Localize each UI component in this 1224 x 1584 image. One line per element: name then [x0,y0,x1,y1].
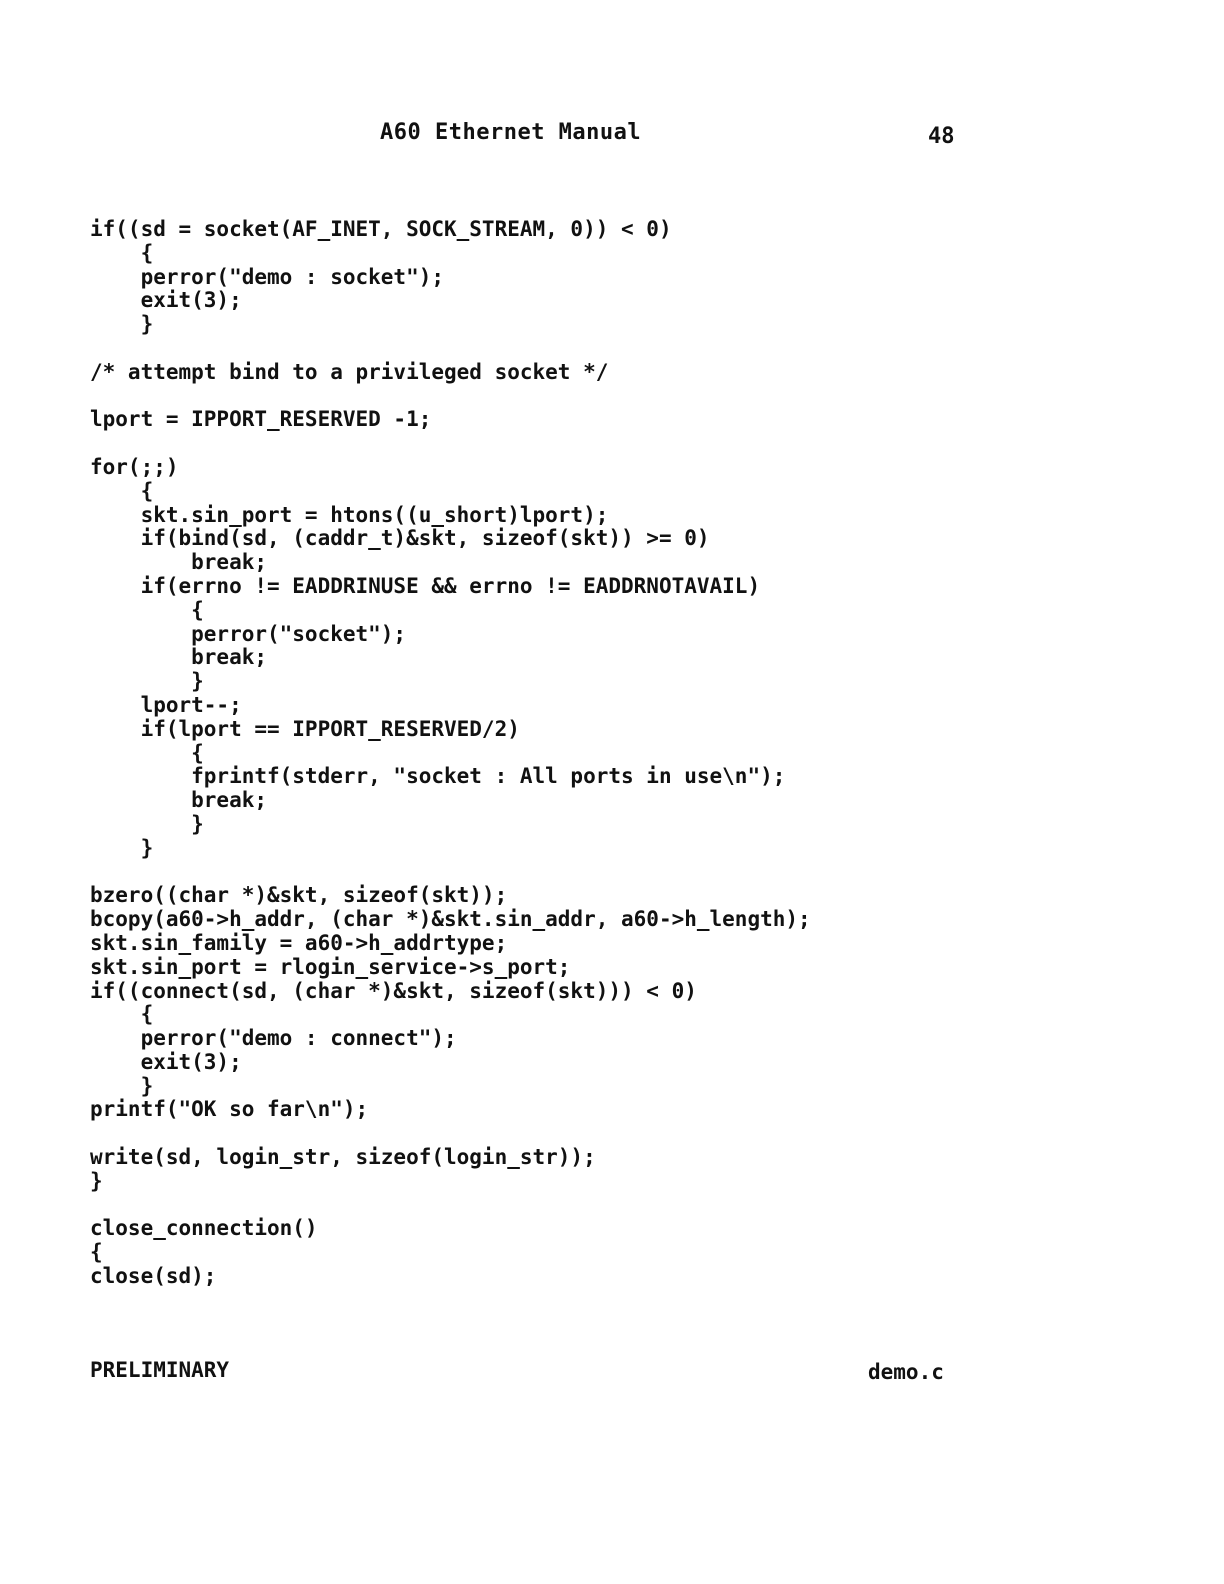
code-line: skt.sin_family = a60->h_addrtype; [90,930,508,955]
code-line: } [90,811,204,836]
code-line: skt.sin_port = rlogin_service->s_port; [90,954,571,979]
code-line: bcopy(a60->h_addr, (char *)&skt.sin_addr, a60->h_length); [90,907,811,932]
code-line: write(sd, login_str, sizeof(login_str)); [90,1145,596,1170]
code-line: } [90,835,154,860]
code-line [90,432,811,456]
code-line: { [90,478,154,503]
code-line: if((connect(sd, (char *)&skt, sizeof(skt))) < 0) [90,978,697,1003]
footer-status-label: PRELIMINARY [90,1358,230,1382]
code-line [90,1122,811,1146]
code-line: { [90,240,154,265]
code-line: } [90,1073,154,1098]
code-line: break; [90,645,268,670]
code-line: close(sd); [90,1264,217,1289]
code-line: { [90,740,204,765]
code-line [90,337,811,361]
code-line: { [90,1002,154,1027]
code-line: bzero((char *)&skt, sizeof(skt)); [90,883,508,908]
code-line: break; [90,788,268,813]
code-line: if(bind(sd, (caddr_t)&skt, sizeof(skt)) >= 0) [90,526,710,551]
code-line: printf("OK so far\n"); [90,1097,369,1122]
code-line [90,1194,811,1218]
code-line: } [90,669,204,694]
code-line: for(;;) [90,454,179,479]
code-line: } [90,1168,103,1193]
code-line: { [90,597,204,622]
code-line: perror("demo : socket"); [90,264,445,289]
code-line: skt.sin_port = htons((u_short)lport); [90,502,609,527]
code-line: fprintf(stderr, "socket : All ports in use\n"); [90,764,786,789]
page-header-title: A60 Ethernet Manual [380,120,642,145]
code-line: } [90,312,154,337]
code-line: lport = IPPORT_RESERVED -1; [90,407,432,432]
code-line: if(errno != EADDRINUSE && errno != EADDRNOTAVAIL) [90,573,761,598]
code-line [90,385,811,409]
code-line: lport--; [90,692,242,717]
code-line: if(lport == IPPORT_RESERVED/2) [90,716,520,741]
code-line: exit(3); [90,288,242,313]
code-line: exit(3); [90,1049,242,1074]
code-line: break; [90,550,268,575]
code-line: if((sd = socket(AF_INET, SOCK_STREAM, 0)) < 0) [90,217,672,241]
code-line [90,861,811,885]
footer-filename: demo.c [868,1360,944,1384]
code-line: close_connection() [90,1216,318,1241]
code-line: { [90,1240,103,1265]
code-line: perror("socket"); [90,621,407,646]
code-listing [90,218,811,1289]
code-line: perror("demo : connect"); [90,1026,457,1051]
page-number: 48 [928,124,955,149]
code-line: /* attempt bind to a privileged socket */ [90,359,609,384]
